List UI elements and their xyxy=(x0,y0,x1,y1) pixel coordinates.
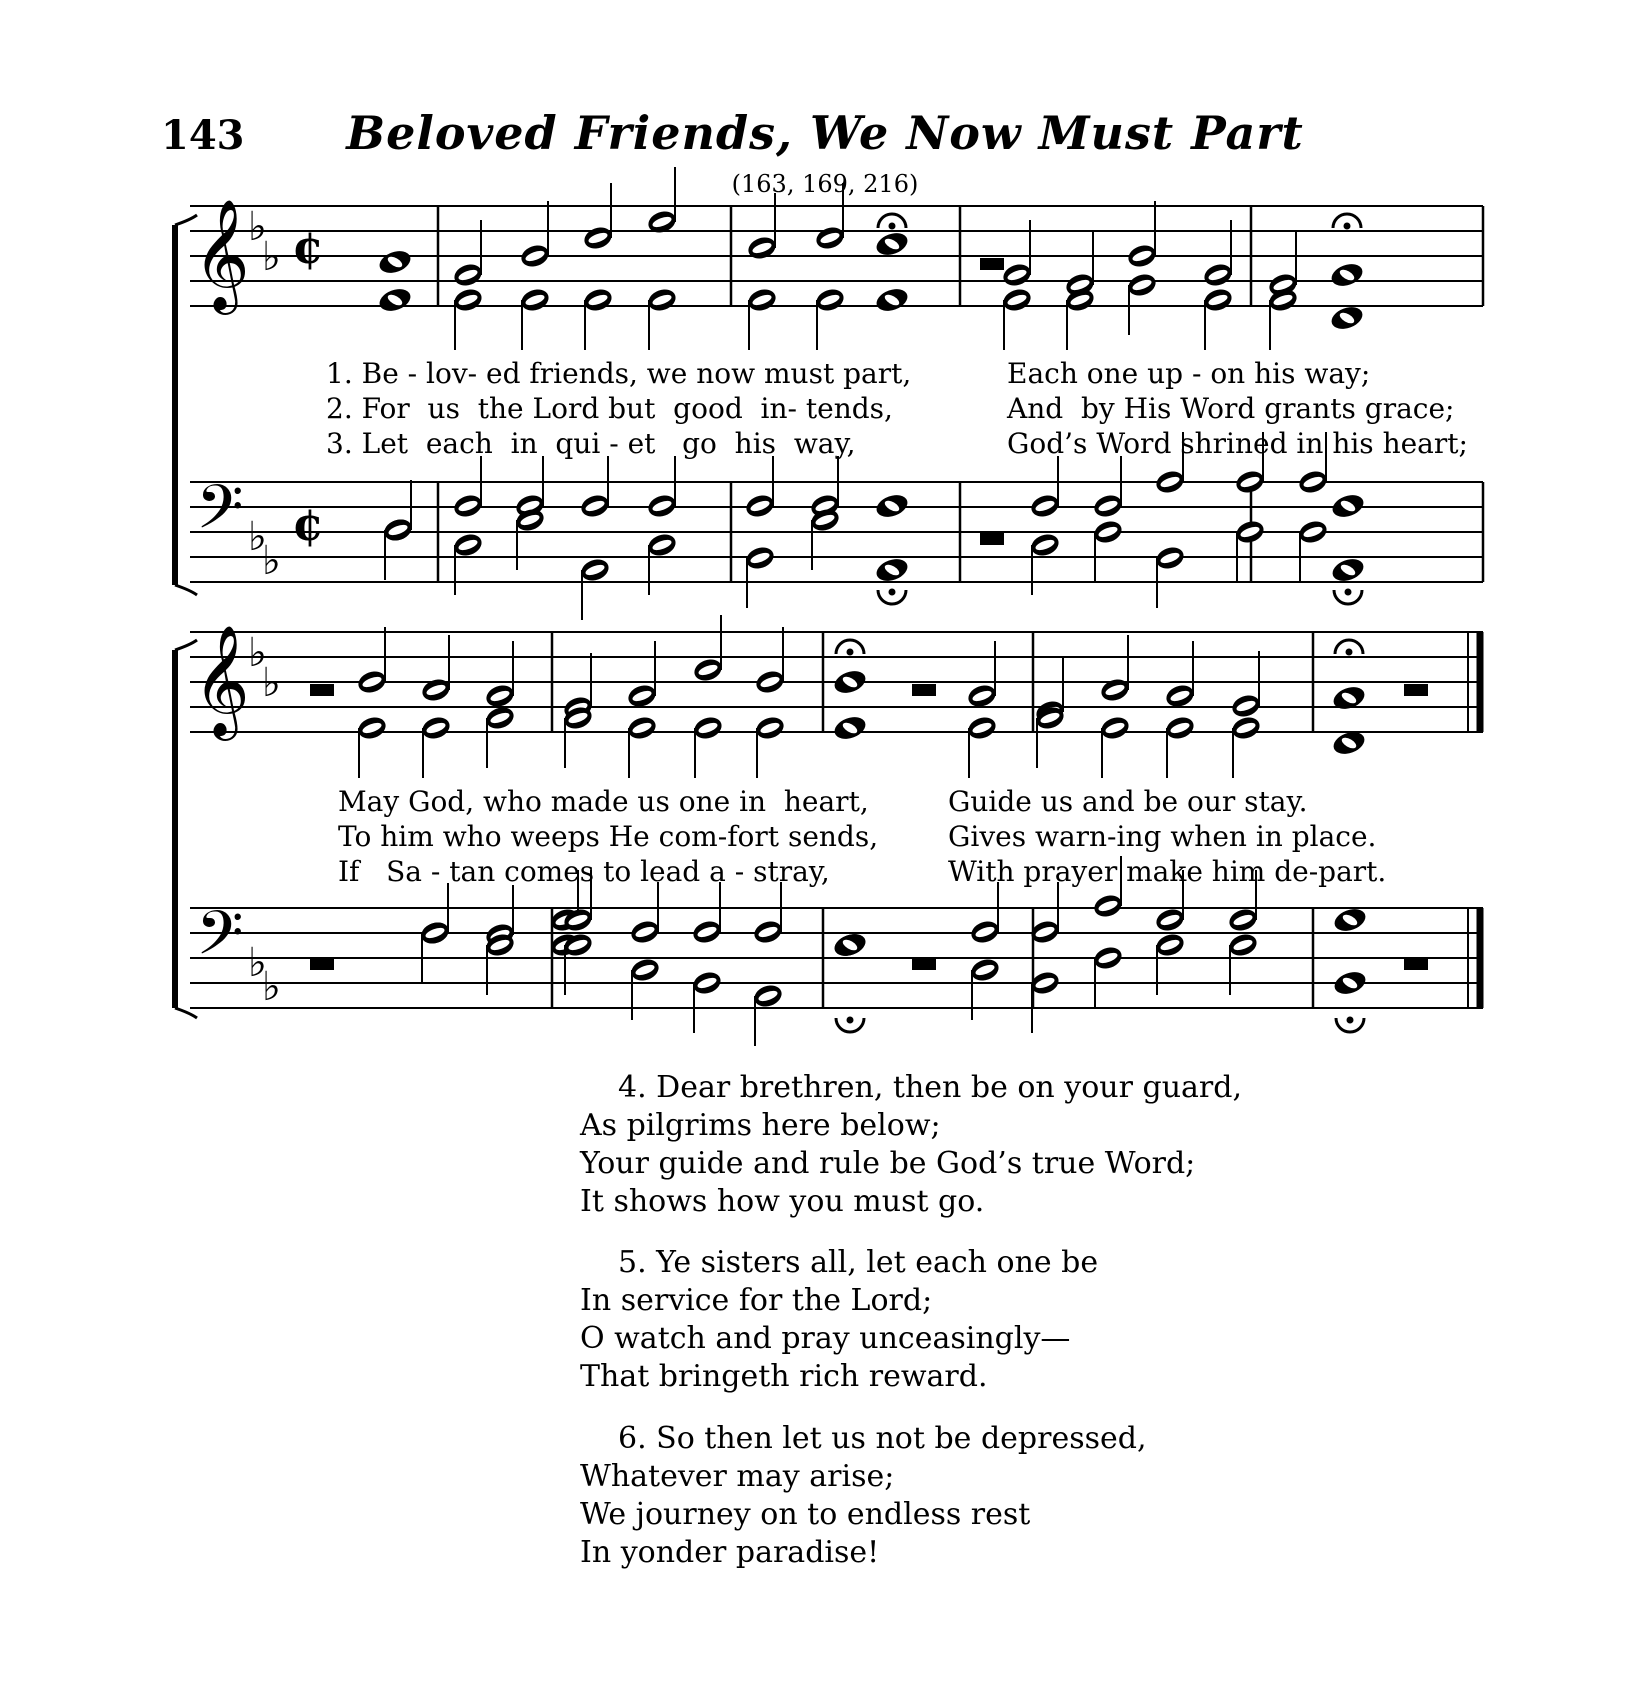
notehead xyxy=(1329,260,1366,290)
fermata-dot xyxy=(847,649,854,656)
flat-sign: ♭ xyxy=(248,630,267,676)
notehead xyxy=(1091,892,1124,920)
flat-sign: ♭ xyxy=(248,204,267,250)
notehead xyxy=(451,492,484,520)
notehead xyxy=(451,531,484,559)
notehead xyxy=(1226,931,1259,959)
stanza-line: Your guide and rule be God’s true Word; xyxy=(580,1146,1196,1181)
notehead xyxy=(1296,518,1329,546)
notehead xyxy=(691,656,724,684)
notehead xyxy=(874,555,911,585)
system1-verse1-left: 1. Be - lov- ed friends, we now must part, xyxy=(326,357,912,390)
stanza-line: 4. Dear brethren, then be on your guard, xyxy=(618,1070,1242,1105)
notehead xyxy=(690,969,723,997)
notehead xyxy=(832,667,869,697)
notehead xyxy=(377,247,414,277)
notehead xyxy=(968,918,1001,946)
stanza-line: 6. So then let us not be depressed, xyxy=(618,1421,1147,1456)
system1-verse3-left: 3. Let each in qui - et go his way, xyxy=(326,427,856,460)
notehead xyxy=(753,714,786,742)
notehead xyxy=(874,285,911,315)
notehead xyxy=(745,234,778,262)
notehead xyxy=(419,714,452,742)
notehead xyxy=(1201,261,1234,289)
stanza-line: As pilgrims here below; xyxy=(580,1108,941,1143)
notehead xyxy=(1163,682,1196,710)
notehead xyxy=(1229,692,1262,720)
notehead xyxy=(832,713,869,743)
notehead xyxy=(1153,931,1186,959)
notehead xyxy=(743,492,776,520)
notehead xyxy=(1091,944,1124,972)
notehead xyxy=(625,714,658,742)
notehead xyxy=(813,224,846,252)
time-signature: ¢ xyxy=(292,497,325,551)
fermata-dot xyxy=(1346,649,1353,656)
half-rest xyxy=(980,258,1004,270)
notehead xyxy=(965,682,998,710)
cross-reference: (163, 169, 216) xyxy=(731,170,919,198)
fermata-dot xyxy=(1345,589,1352,596)
notehead xyxy=(451,286,484,314)
notehead xyxy=(418,919,451,947)
clef: 𝄢 xyxy=(196,898,244,984)
notehead xyxy=(355,668,388,696)
half-rest xyxy=(310,684,334,696)
notehead xyxy=(751,982,784,1010)
stanza-line: Whatever may arise; xyxy=(580,1459,895,1494)
fermata-dot xyxy=(889,223,896,230)
fermata-dot xyxy=(1347,1017,1354,1024)
flat-sign: ♭ xyxy=(262,538,281,584)
notehead xyxy=(1153,468,1186,496)
notehead xyxy=(965,714,998,742)
notehead xyxy=(518,286,551,314)
notehead xyxy=(690,918,723,946)
notehead xyxy=(1296,468,1329,496)
flat-sign: ♭ xyxy=(248,940,267,986)
system1-verse2-right: And by His Word grants grace; xyxy=(1007,392,1455,425)
notehead xyxy=(1233,518,1266,546)
flat-sign: ♭ xyxy=(262,660,281,706)
notehead xyxy=(1226,906,1259,934)
hymn-title: Beloved Friends, We Now Must Part xyxy=(346,106,1304,160)
notehead xyxy=(1332,968,1369,998)
stanza-line: In yonder paradise! xyxy=(580,1535,880,1570)
notehead xyxy=(483,682,516,710)
notehead xyxy=(1098,714,1131,742)
notehead xyxy=(645,286,678,314)
notehead xyxy=(1332,905,1369,935)
stanza-line: O watch and pray unceasingly— xyxy=(580,1321,1071,1356)
notehead xyxy=(1000,286,1033,314)
notehead xyxy=(1091,518,1124,546)
stanza-6 xyxy=(580,1420,1147,1572)
stanza-line: We journey on to endless rest xyxy=(580,1497,1031,1532)
notehead xyxy=(874,491,911,521)
notehead xyxy=(691,714,724,742)
notehead xyxy=(874,229,911,259)
half-rest xyxy=(912,684,936,696)
notehead xyxy=(1000,261,1033,289)
notehead xyxy=(355,714,388,742)
fermata-dot xyxy=(889,589,896,596)
notehead xyxy=(645,531,678,559)
system2-verse2-right: Gives warn-ing when in place. xyxy=(948,820,1377,853)
hymn-number: 143 xyxy=(161,112,245,159)
notehead xyxy=(1028,531,1061,559)
stanza-line: In service for the Lord; xyxy=(580,1283,933,1318)
notehead xyxy=(419,676,452,704)
notehead xyxy=(1153,544,1186,572)
notehead xyxy=(1229,714,1262,742)
notehead xyxy=(381,516,414,544)
notehead xyxy=(1201,286,1234,314)
stanza-line: That bringeth rich reward. xyxy=(580,1359,988,1394)
notehead xyxy=(645,492,678,520)
system2-verse3-left: If Sa - tan comes to lead a - stray, xyxy=(338,855,830,888)
notehead xyxy=(832,930,869,960)
flat-sign: ♭ xyxy=(262,964,281,1010)
system2-verse1-right: Guide us and be our stay. xyxy=(948,785,1308,818)
notehead xyxy=(628,956,661,984)
time-signature: ¢ xyxy=(292,220,325,274)
notehead xyxy=(745,286,778,314)
notehead xyxy=(1098,676,1131,704)
clef: 𝄞 xyxy=(193,198,250,310)
fermata-dot xyxy=(1344,223,1351,230)
notehead xyxy=(1233,468,1266,496)
notehead xyxy=(1329,303,1366,333)
notehead xyxy=(628,918,661,946)
notehead xyxy=(1153,906,1186,934)
notehead xyxy=(1125,242,1158,270)
notehead xyxy=(968,956,1001,984)
notehead xyxy=(813,286,846,314)
system1-verse3-right: God’s Word shrined in his heart; xyxy=(1007,427,1468,460)
notehead xyxy=(578,556,611,584)
system1-verse2-left: 2. For us the Lord but good in- tends, xyxy=(326,392,893,425)
notehead xyxy=(743,544,776,572)
clef: 𝄞 xyxy=(193,624,250,736)
notehead xyxy=(753,668,786,696)
notehead xyxy=(377,285,414,315)
half-rest xyxy=(1404,958,1428,970)
flat-sign: ♭ xyxy=(248,514,267,560)
system2-verse2-left: To him who weeps He com-fort sends, xyxy=(338,820,879,853)
notehead xyxy=(581,224,614,252)
notehead xyxy=(578,492,611,520)
notehead xyxy=(581,286,614,314)
stanza-4 xyxy=(580,1069,1242,1221)
system1-verse1-right: Each one up - on his way; xyxy=(1007,357,1371,390)
system2-verse3-right: With prayer make him de-part. xyxy=(948,855,1387,888)
stanza-5 xyxy=(580,1244,1098,1396)
half-rest xyxy=(912,958,936,970)
stanza-line: It shows how you must go. xyxy=(580,1184,985,1219)
half-rest xyxy=(980,533,1004,545)
fermata-dot xyxy=(847,1017,854,1024)
notehead xyxy=(751,918,784,946)
notehead xyxy=(1331,683,1368,713)
notehead xyxy=(1330,491,1367,521)
stanza-line: 5. Ye sisters all, let each one be xyxy=(618,1245,1099,1280)
notehead xyxy=(1125,271,1158,299)
notehead xyxy=(1091,492,1124,520)
notehead xyxy=(518,242,551,270)
notehead xyxy=(483,704,516,732)
half-rest xyxy=(310,958,334,970)
notehead xyxy=(1028,492,1061,520)
notehead xyxy=(625,682,658,710)
flat-sign: ♭ xyxy=(262,234,281,280)
clef: 𝄢 xyxy=(196,472,244,558)
system2-verse1-left: May God, who made us one in heart, xyxy=(338,785,869,818)
notehead xyxy=(451,261,484,289)
notehead xyxy=(1163,714,1196,742)
half-rest xyxy=(1404,684,1428,696)
notehead xyxy=(1330,555,1367,585)
